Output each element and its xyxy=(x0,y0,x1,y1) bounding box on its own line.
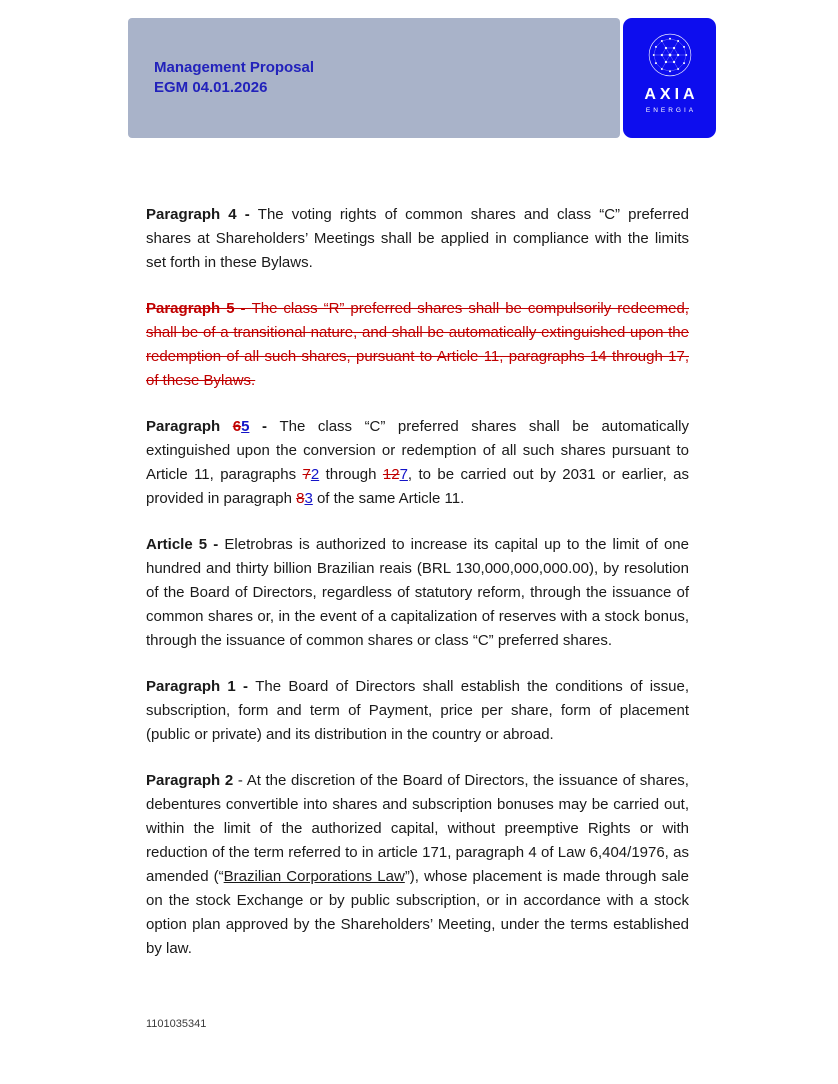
text-run: The class “R” preferred shares shall be compulsorily redeemed, shall be of a transitional nature, and shall be automatically extinguished upon the redemption of all such shares, pursuant to Article 11, paragraphs 14 through 17, of these Bylaws. xyxy=(146,300,689,389)
text-run: The voting rights of common shares and class “C” preferred shares at Shareholders’ Meetings shall be applied in compliance with the limits set forth in these Bylaws. xyxy=(146,206,689,271)
paragraph xyxy=(146,675,689,747)
text-run: The class “C” preferred shares shall be automatically extinguished upon the conversion or redemption of all such shares pursuant to Article 11, paragraphs xyxy=(146,418,689,483)
footer-doc-number: 1101035341 xyxy=(146,1018,207,1030)
header-subtitle: EGM 04.01.2026 xyxy=(154,79,268,96)
text-run: The Board of Directors shall establish the conditions of issue, subscription, form and term of Payment, price per share, form of placement (public or private) and its distribution in the country or abroad. xyxy=(146,678,689,743)
text-run: through xyxy=(319,466,383,483)
text-run: Paragraph 1 - xyxy=(146,678,256,695)
text-run: Eletrobras is authorized to increase its capital up to the limit of one hundred and thirty billion Brazilian reais (BRL 130,000,000,000.00), by resolution of the Board of Directors, regardless of statutory reform, through the issuance of common shares or, in the event of a capitalization of reserves with a stock bonus, through the issuance of common shares or class “C” preferred shares. xyxy=(146,536,689,649)
paragraph xyxy=(146,769,689,961)
header-banner xyxy=(128,18,620,138)
text-run: 12 xyxy=(382,466,400,483)
paragraph xyxy=(146,415,689,511)
logo-brand: AXIA xyxy=(644,86,699,103)
axia-sphere-icon xyxy=(641,26,699,84)
text-run: 7 xyxy=(399,466,408,483)
text-run: - xyxy=(249,418,280,435)
text-run: 2 xyxy=(310,466,320,483)
text-run: 6 xyxy=(232,418,242,435)
paragraph xyxy=(146,203,689,275)
header-title: Management Proposal xyxy=(154,59,315,76)
text-run: - At the discretion of the Board of Directors, the issuance of shares, debentures convertible into shares and subscription bonuses may be carried out, within the limit of the authorized capital, without preemptive Rights or with reduction of the term referred to in article 171, paragraph 4 of Law 6,404/1976, as amended (“ xyxy=(146,772,689,885)
logo-subtitle: ENERGIA xyxy=(645,107,697,114)
text-run: Paragraph 4 - xyxy=(146,206,258,223)
text-run: 3 xyxy=(304,490,313,507)
text-run: Brazilian Corporations Law xyxy=(223,868,405,885)
document-body xyxy=(146,203,689,983)
paragraph xyxy=(146,533,689,653)
text-run: Paragraph 2 xyxy=(146,772,234,789)
header xyxy=(128,18,716,138)
text-run: Paragraph xyxy=(146,418,233,435)
text-run: 7 xyxy=(302,466,311,483)
text-run: 8 xyxy=(296,490,305,507)
axia-logo xyxy=(623,18,716,138)
text-run: Article 5 - xyxy=(146,536,225,553)
text-run: 5 xyxy=(241,418,250,435)
text-run: Paragraph 5 - xyxy=(146,300,252,317)
text-run: of the same Article 11. xyxy=(312,490,465,507)
text-run: , to be carried out by 2031 or earlier, as provided in paragraph xyxy=(146,466,690,507)
paragraph xyxy=(146,297,689,393)
text-run: ”), whose placement is made through sale on the stock Exchange or by public subscription, or in accordance with a stock option plan approved by the Shareholders’ Meeting, under the terms established by law. xyxy=(146,868,689,957)
